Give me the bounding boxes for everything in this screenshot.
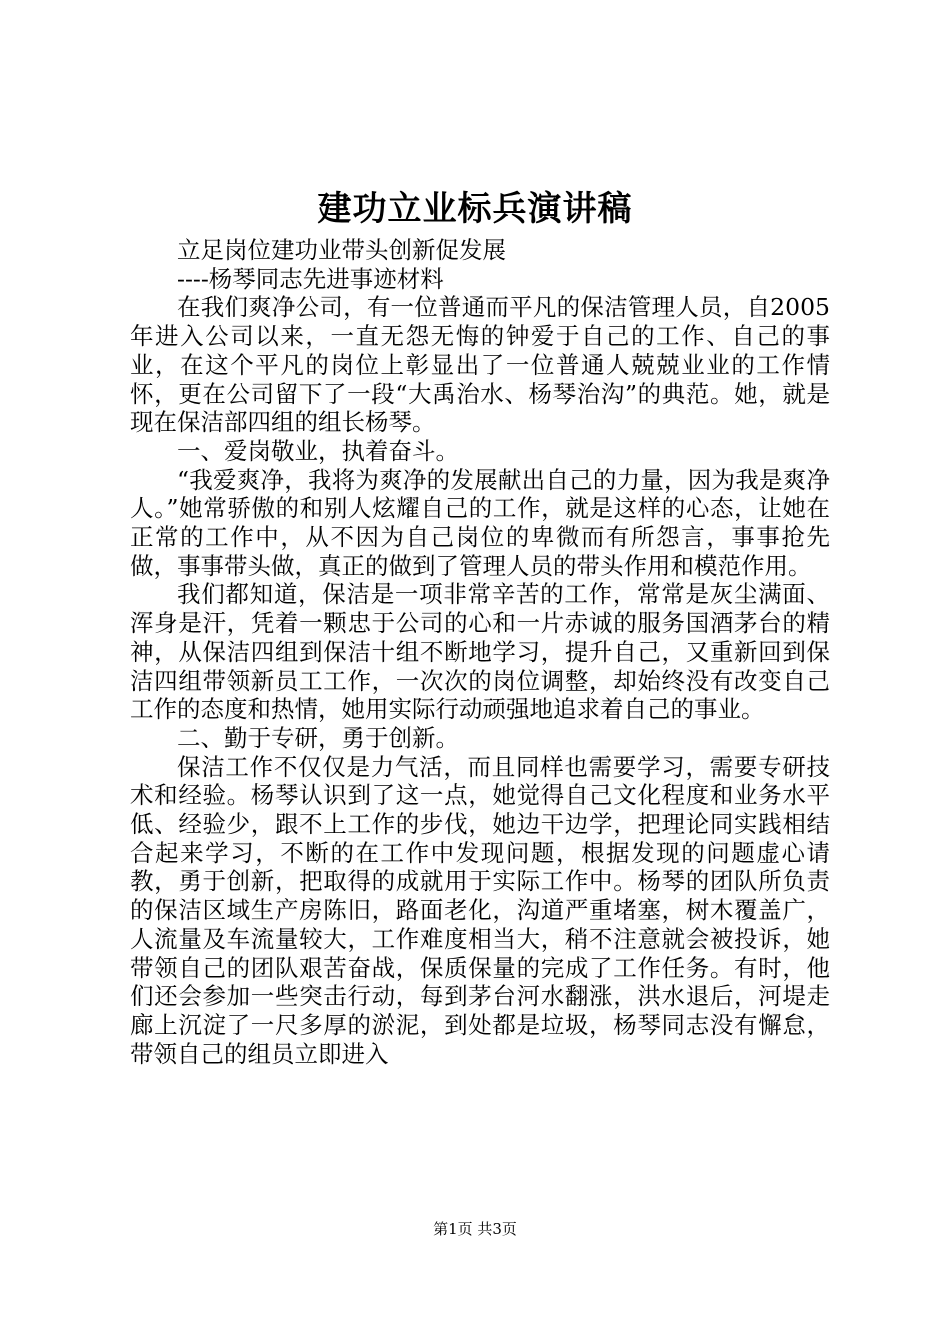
page-footer: 第1页 共3页 [433,1220,517,1238]
body-paragraph: 保洁工作不仅仅是力气活，而且同样也需要学习，需要专研技术和经验。杨琴认识到了这一点，她觉得自己文化程度和业务水平低、经验少，跟不上工作的步伐，她边干边学，把理论同实践相结合起来学习，不断的在工作中发现问题，根据发现的问题虚心请教，勇于创新，把取得的成就用于实际工作中。杨琴的团队所负责的保洁区域生产房陈旧，路面老化，沟道严重堵塞，树木覆盖广，人流量及车流量较大，工作难度相当大，稍不注意就会被投诉，她带领自己的团队艰苦奋战，保质保量的完成了工作任务。有时，他们还会参加一些突击行动，每到茅台河水翻涨，洪水退后，河堤走廊上沉淀了一尺多厚的淤泥，到处都是垃圾，杨琴同志没有懈怠，带领自己的组员立即进入 [130,752,830,1068]
subtitle-attribution: ----杨琴同志先进事迹材料 [177,264,444,293]
subtitle-line: 立足岗位建功业带头创新促发展 [177,236,506,264]
section-heading: 一、爱岗敬业，执着奋斗。 [177,436,459,465]
document-body [130,236,830,1068]
body-paragraph: 在我们爽净公司，有一位普通而平凡的保洁管理人员，自2005年进入公司以来，一直无怨无悔的钟爱于自己的工作、自己的事业，在这个平凡的岗位上彰显出了一位普通人兢兢业业的工作情怀，更在公司留下了一段“大禹治水、杨琴治沟”的典范。她，就是现在保洁部四组的组长杨琴。 [130,293,830,437]
section-heading: 二、勤于专研，勇于创新。 [177,723,459,752]
document-title: 建功立业标兵演讲稿 [317,189,633,229]
body-paragraph: 我们都知道，保洁是一项非常辛苦的工作，常常是灰尘满面、浑身是汗，凭着一颗忠于公司的心和一片赤诚的服务国酒茅台的精神，从保洁四组到保洁十组不断地学习，提升自己，又重新回到保洁四组带领新员工工作，一次次的岗位调整，却始终没有改变自己工作的态度和热情，她用实际行动顽强地追求着自己的事业。 [130,580,830,724]
body-paragraph: “我爱爽净，我将为爽净的发展献出自己的力量，因为我是爽净人。”她常骄傲的和别人炫耀自己的工作，就是这样的心态，让她在正常的工作中，从不因为自己岗位的卑微而有所怨言，事事抢先做，事事带头做，真正的做到了管理人员的带头作用和模范作用。 [130,465,830,580]
